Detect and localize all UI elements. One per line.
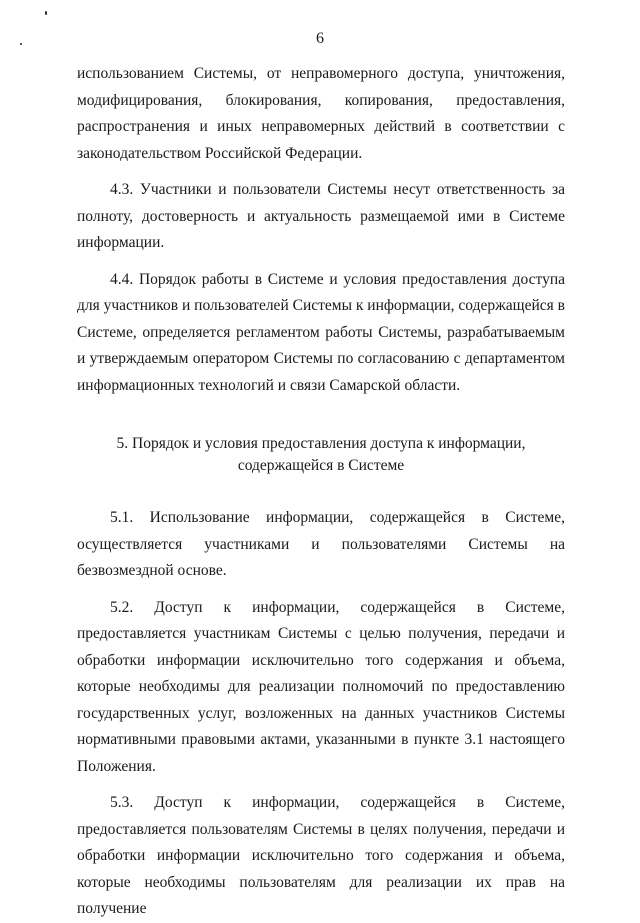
paragraph-5-1: 5.1. Использование информации, содержащейся в Системе, осуществляется участниками и пользователями Системы на безвозмездной основе.: [77, 509, 565, 579]
section-5-heading: [77, 433, 565, 477]
section-5-heading-line-2: содержащейся в Системе: [237, 457, 405, 474]
paragraph-continuation: использованием Системы, от неправомерного доступа, уничтожения, модифицирования, блокирования, копирования, предоставления, распространения и иных неправомерных действий в соответствии с законодательством Российской Федерации.: [77, 65, 565, 162]
section-5-heading-line-1: 5. Порядок и условия предоставления доступа к информации,: [116, 435, 526, 452]
document-body: [77, 61, 565, 923]
page-number: 6: [316, 30, 324, 47]
paragraph-5-3: 5.3. Доступ к информации, содержащейся в Системе, предоставляется пользователям Системы в целях получения, передачи и обработки информации исключительно того содержания и объема, которые необходимы пользователям для реализации их прав на получение: [77, 794, 565, 917]
scan-speck-mark: [45, 11, 47, 15]
paragraph-5-2: 5.2. Доступ к информации, содержащейся в Системе, предоставляется участникам Системы с целью получения, передачи и обработки информации исключительно того содержания и объема, которые необходимы для реализации полномочий по предоставлению государственных услуг, возложенных на данных участников Системы нормативными правовыми актами, указанными в пункте 3.1 настоящего Положения.: [77, 598, 565, 775]
paragraph-4-3: 4.3. Участники и пользователи Системы несут ответственность за полноту, достоверность и актуальность размещаемой ими в Системе информации.: [77, 181, 565, 251]
paragraph-4-4: 4.4. Порядок работы в Системе и условия предоставления доступа для участников и пользователей Системы к информации, содержащейся в Системе, определяется регламентом работы Системы, разрабатываемым и утверждаемым оператором Системы по согласованию с департаментом информационных технологий и связи Самарской области.: [77, 270, 565, 394]
